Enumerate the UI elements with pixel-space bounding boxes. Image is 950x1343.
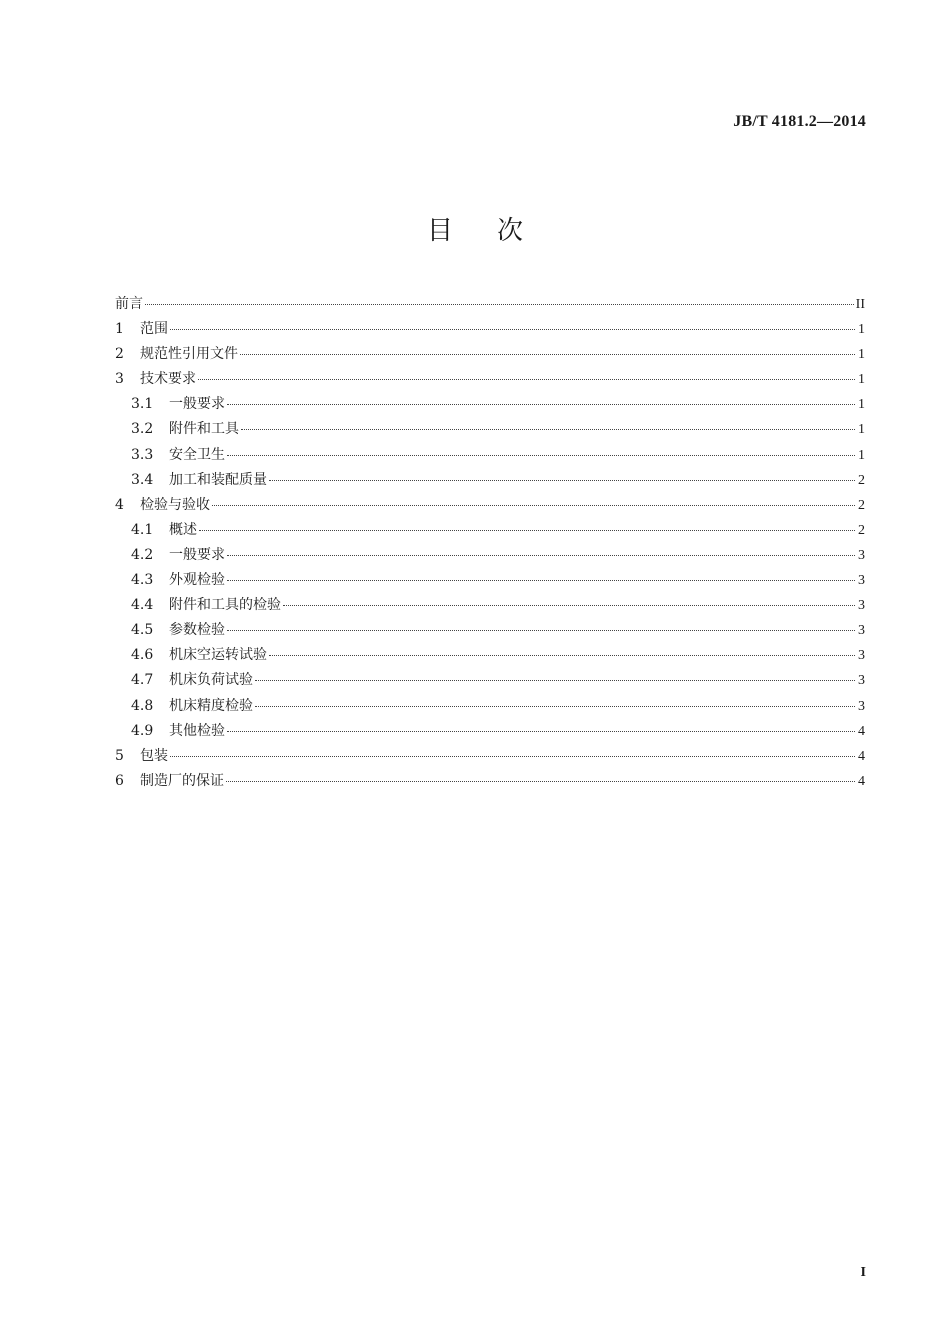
toc-entry-label: 前言 <box>115 296 143 312</box>
toc-entry-page: 3 <box>858 648 865 664</box>
toc-entry[interactable] <box>115 319 865 344</box>
toc-entry-label: 其他检验 <box>169 722 225 739</box>
toc-entry-label: 包装 <box>140 747 168 764</box>
toc-entry-number: 5 <box>115 747 124 764</box>
toc-entry-label: 安全卫生 <box>169 446 225 463</box>
toc-entry-number: 3.3 <box>131 446 154 463</box>
toc-entry-label: 机床空运转试验 <box>169 647 267 664</box>
toc-entry-label: 制造厂的保证 <box>140 772 224 789</box>
toc-dot-leader <box>227 404 855 405</box>
toc-entry-label: 概述 <box>169 521 197 538</box>
toc-entry-label: 附件和工具的检验 <box>169 597 281 614</box>
toc-entry-page: 4 <box>858 748 865 764</box>
toc-entry-label: 一般要求 <box>169 546 225 563</box>
toc-entry-number: 6 <box>115 772 124 789</box>
toc-entry-page: 1 <box>858 447 865 463</box>
toc-dot-leader <box>212 505 855 506</box>
toc-entry-number: 3.1 <box>131 396 154 413</box>
toc-entry[interactable] <box>115 696 865 721</box>
toc-dot-leader <box>170 329 855 330</box>
toc-entry[interactable] <box>115 620 865 645</box>
toc-entry-number: 4 <box>115 496 124 513</box>
toc-entry-label: 范围 <box>140 321 168 338</box>
toc-entry-label: 技术要求 <box>140 371 196 388</box>
toc-entry-page: 2 <box>858 522 865 538</box>
page-number: I <box>860 1265 866 1280</box>
toc-dot-leader <box>227 555 855 556</box>
toc-entry-page: 4 <box>858 723 865 739</box>
toc-entry[interactable] <box>115 670 865 695</box>
toc-entry-label: 规范性引用文件 <box>140 346 238 363</box>
toc-dot-leader <box>199 530 855 531</box>
toc-entry-page: 3 <box>858 673 865 689</box>
toc-entry[interactable] <box>115 445 865 470</box>
toc-dot-leader <box>240 354 855 355</box>
toc-entry[interactable] <box>115 595 865 620</box>
toc-entry-label: 外观检验 <box>169 572 225 589</box>
toc-entry-number: 3.4 <box>131 471 154 488</box>
toc-entry[interactable] <box>115 369 865 394</box>
toc-entry[interactable] <box>115 470 865 495</box>
toc-entry-label: 加工和装配质量 <box>169 471 267 488</box>
toc-entry[interactable] <box>115 746 865 771</box>
toc-entry-label: 检验与验收 <box>140 496 210 513</box>
toc-entry[interactable] <box>115 520 865 545</box>
toc-dot-leader <box>227 630 855 631</box>
toc-entry-number: 4.3 <box>131 572 154 589</box>
toc-dot-leader <box>227 580 855 581</box>
toc-entry-page: 1 <box>858 422 865 438</box>
toc-entry-page: 1 <box>858 347 865 363</box>
toc-dot-leader <box>145 304 854 305</box>
toc-entry-page: 1 <box>858 397 865 413</box>
toc-entry[interactable] <box>115 495 865 520</box>
toc-entry[interactable] <box>115 545 865 570</box>
toc-entry-number: 3 <box>115 371 124 388</box>
toc-entry-page: 1 <box>858 322 865 338</box>
toc-entry[interactable] <box>115 771 865 796</box>
toc-entry-label: 机床精度检验 <box>169 697 253 714</box>
toc-entry-label: 附件和工具 <box>169 421 239 438</box>
toc-entry-page: 4 <box>858 773 865 789</box>
toc-dot-leader <box>170 756 855 757</box>
toc-entry-page: 2 <box>858 497 865 513</box>
toc-dot-leader <box>227 455 855 456</box>
toc-entry-page: 3 <box>858 598 865 614</box>
toc-entry[interactable] <box>115 294 865 319</box>
toc-entry-number: 4.7 <box>131 672 154 689</box>
toc-dot-leader <box>226 781 855 782</box>
toc-title: 目次 <box>426 216 567 246</box>
toc-entry-number: 4.5 <box>131 622 154 639</box>
toc-entry-number: 4.1 <box>131 521 154 538</box>
toc-entry-number: 4.6 <box>131 647 154 664</box>
toc-entry-page: 3 <box>858 623 865 639</box>
document-code: JB/T 4181.2—2014 <box>733 113 866 130</box>
toc-entry-label: 参数检验 <box>169 622 225 639</box>
table-of-contents <box>115 294 865 796</box>
toc-entry-label: 机床负荷试验 <box>169 672 253 689</box>
toc-dot-leader <box>269 655 855 656</box>
toc-entry[interactable] <box>115 394 865 419</box>
toc-entry-page: 2 <box>858 472 865 488</box>
toc-entry[interactable] <box>115 645 865 670</box>
toc-entry-number: 3.2 <box>131 421 154 438</box>
toc-entry-label: 一般要求 <box>169 396 225 413</box>
toc-entry-number: 2 <box>115 346 124 363</box>
toc-dot-leader <box>241 429 855 430</box>
toc-entry-page: 3 <box>858 547 865 563</box>
toc-dot-leader <box>283 605 855 606</box>
toc-entry-number: 4.4 <box>131 597 154 614</box>
toc-dot-leader <box>198 379 855 380</box>
toc-entry[interactable] <box>115 344 865 369</box>
toc-dot-leader <box>227 731 855 732</box>
toc-entry-number: 4.8 <box>131 697 154 714</box>
toc-entry-page: 3 <box>858 573 865 589</box>
toc-dot-leader <box>255 680 855 681</box>
toc-entry-page: 1 <box>858 372 865 388</box>
toc-entry-number: 4.9 <box>131 722 154 739</box>
toc-entry[interactable] <box>115 419 865 444</box>
toc-entry-page: II <box>855 297 865 312</box>
toc-entry[interactable] <box>115 570 865 595</box>
toc-entry-number: 1 <box>115 321 124 338</box>
toc-entry-page: 3 <box>858 698 865 714</box>
toc-dot-leader <box>255 706 855 707</box>
toc-entry[interactable] <box>115 721 865 746</box>
toc-dot-leader <box>269 480 855 481</box>
toc-entry-number: 4.2 <box>131 546 154 563</box>
